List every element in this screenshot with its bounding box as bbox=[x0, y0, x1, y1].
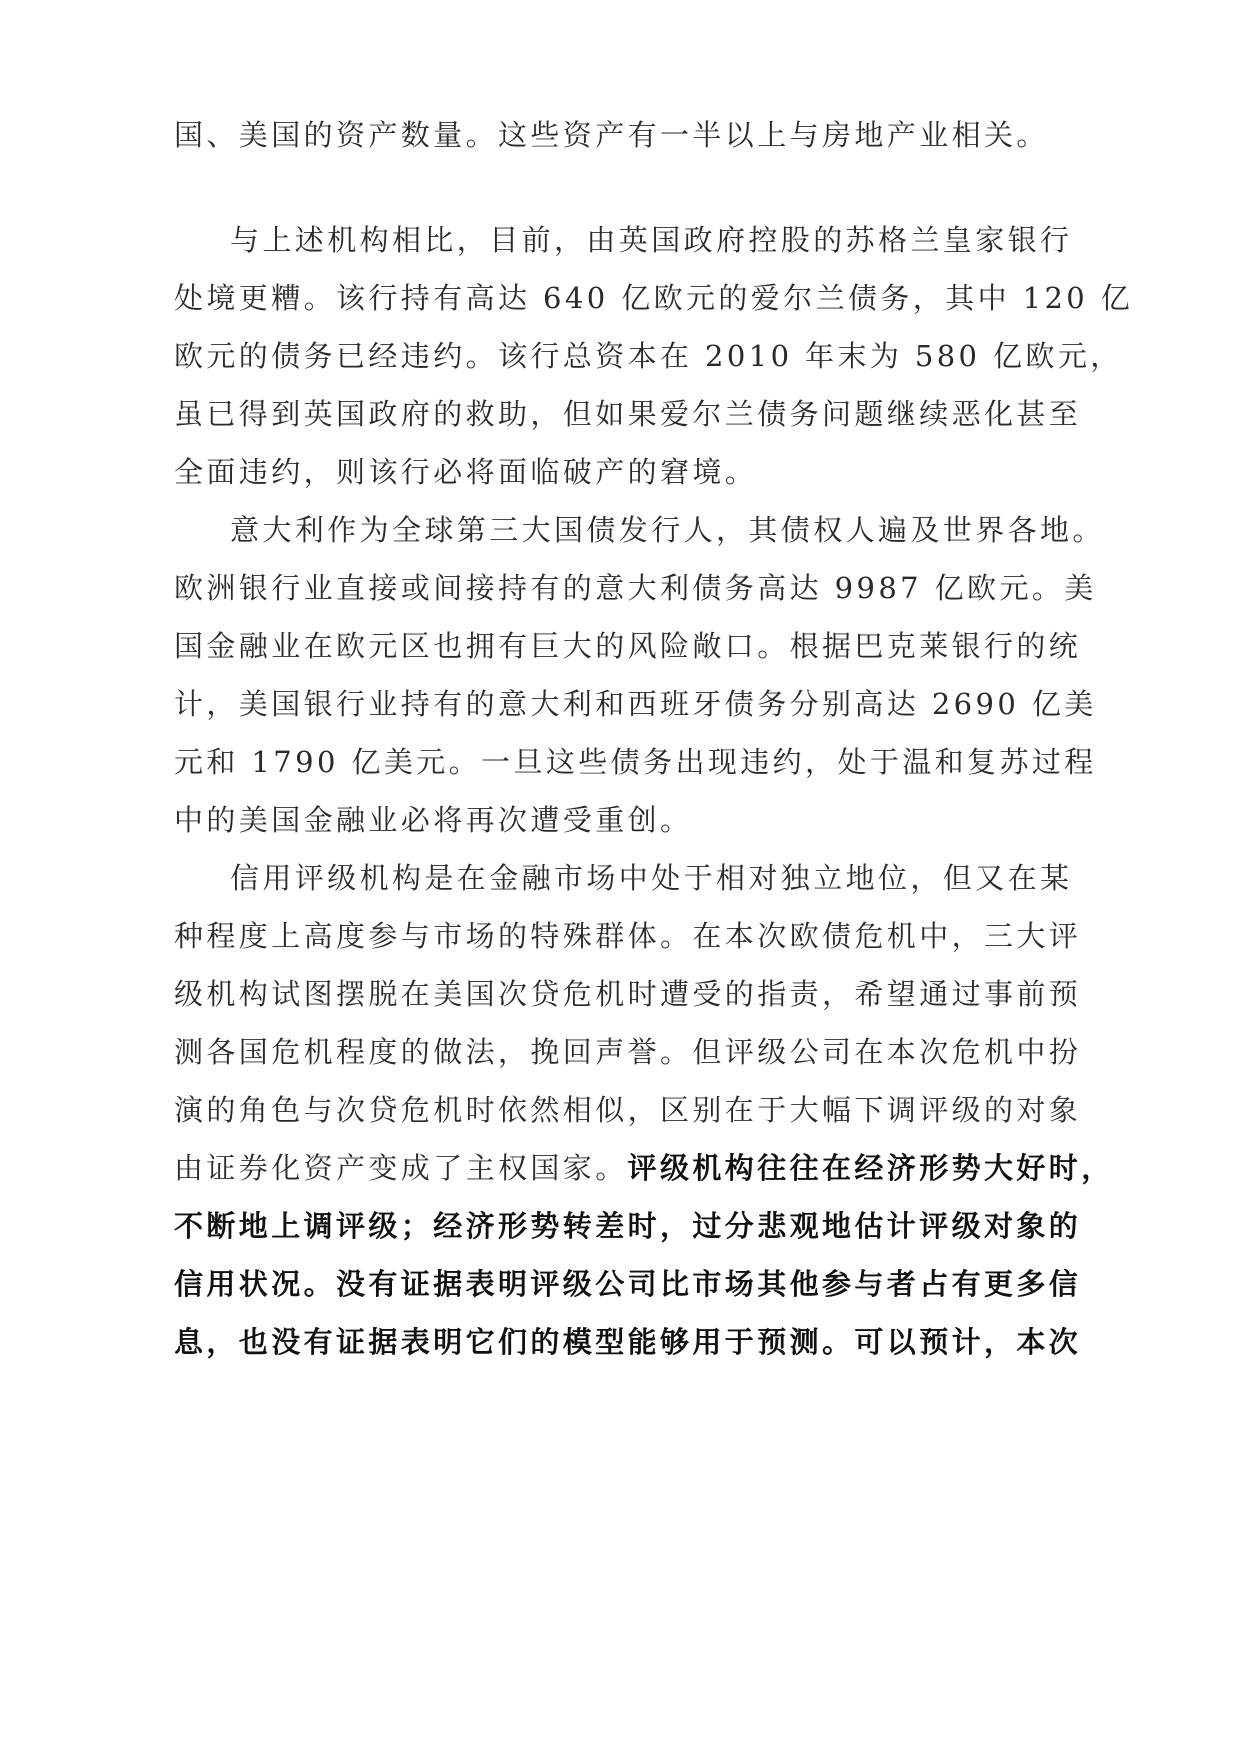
text-run: 虽已得到英国政府的救助，但如果爱尔兰债务问题继续恶化甚至 bbox=[174, 397, 1082, 431]
text-run: 中的美国金融业必将再次遭受重创。 bbox=[174, 803, 693, 837]
text-line bbox=[174, 1136, 1241, 1200]
text-run: 国金融业在欧元区也拥有巨大的风险敞口。根据巴克莱银行的统 bbox=[174, 629, 1082, 663]
text-run: 演的角色与次贷危机时依然相似，区别在于大幅下调评级的对象 bbox=[174, 1093, 1082, 1127]
text-line bbox=[174, 103, 1241, 167]
paragraph-first-line bbox=[230, 498, 1241, 562]
text-line bbox=[174, 1020, 1241, 1084]
text-line bbox=[174, 382, 1241, 446]
bold-text-run: 不断地上调评级；经济形势转差时，过分悲观地估计评级对象的 bbox=[174, 1209, 1082, 1243]
text-line bbox=[174, 1252, 1241, 1316]
text-line bbox=[174, 788, 1241, 852]
text-line bbox=[174, 614, 1241, 678]
text-run: 欧元的债务已经违约。该行总资本在 2010 年末为 580 亿欧元， bbox=[174, 339, 1123, 373]
text-line bbox=[174, 440, 1241, 504]
paragraph-first-line bbox=[230, 846, 1241, 910]
text-line bbox=[174, 1194, 1241, 1258]
bold-text-run: 息，也没有证据表明它们的模型能够用于预测。可以预计，本次 bbox=[174, 1325, 1082, 1359]
text-line bbox=[174, 962, 1241, 1026]
text-run: 由证券化资产变成了主权国家。 bbox=[174, 1151, 628, 1185]
text-line bbox=[174, 730, 1241, 794]
paragraph-first-line bbox=[230, 208, 1241, 272]
text-run: 测各国危机程度的做法，挽回声誉。但评级公司在本次危机中扮 bbox=[174, 1035, 1082, 1069]
text-line bbox=[174, 324, 1241, 388]
text-run: 与上述机构相比，目前，由英国政府控股的苏格兰皇家银行 bbox=[230, 223, 1073, 257]
text-run: 全面违约，则该行必将面临破产的窘境。 bbox=[174, 455, 758, 489]
text-run: 计，美国银行业持有的意大利和西班牙债务分别高达 2690 亿美 bbox=[174, 687, 1097, 721]
bold-text-run: 评级机构往往在经济形势大好时， bbox=[627, 1151, 1114, 1185]
text-run: 元和 1790 亿美元。一旦这些债务出现违约，处于温和复苏过程 bbox=[174, 745, 1097, 779]
text-run: 种程度上高度参与市场的特殊群体。在本次欧债危机中，三大评 bbox=[174, 919, 1082, 953]
text-line bbox=[174, 1078, 1241, 1142]
text-run: 国、美国的资产数量。这些资产有一半以上与房地产业相关。 bbox=[174, 118, 1049, 152]
text-line bbox=[174, 904, 1241, 968]
text-run: 级机构试图摆脱在美国次贷危机时遭受的指责，希望通过事前预 bbox=[174, 977, 1082, 1011]
text-run: 处境更糟。该行持有高达 640 亿欧元的爱尔兰债务，其中 120 亿 bbox=[174, 281, 1134, 315]
bold-text-run: 信用状况。没有证据表明评级公司比市场其他参与者占有更多信 bbox=[174, 1267, 1082, 1301]
text-line bbox=[174, 672, 1241, 736]
text-run: 意大利作为全球第三大国债发行人，其债权人遍及世界各地。 bbox=[230, 513, 1105, 547]
text-line bbox=[174, 556, 1241, 620]
text-line bbox=[174, 1310, 1241, 1374]
text-line bbox=[174, 266, 1241, 330]
text-run: 信用评级机构是在金融市场中处于相对独立地位，但又在某 bbox=[230, 861, 1073, 895]
text-run: 欧洲银行业直接或间接持有的意大利债务高达 9987 亿欧元。美 bbox=[174, 571, 1097, 605]
